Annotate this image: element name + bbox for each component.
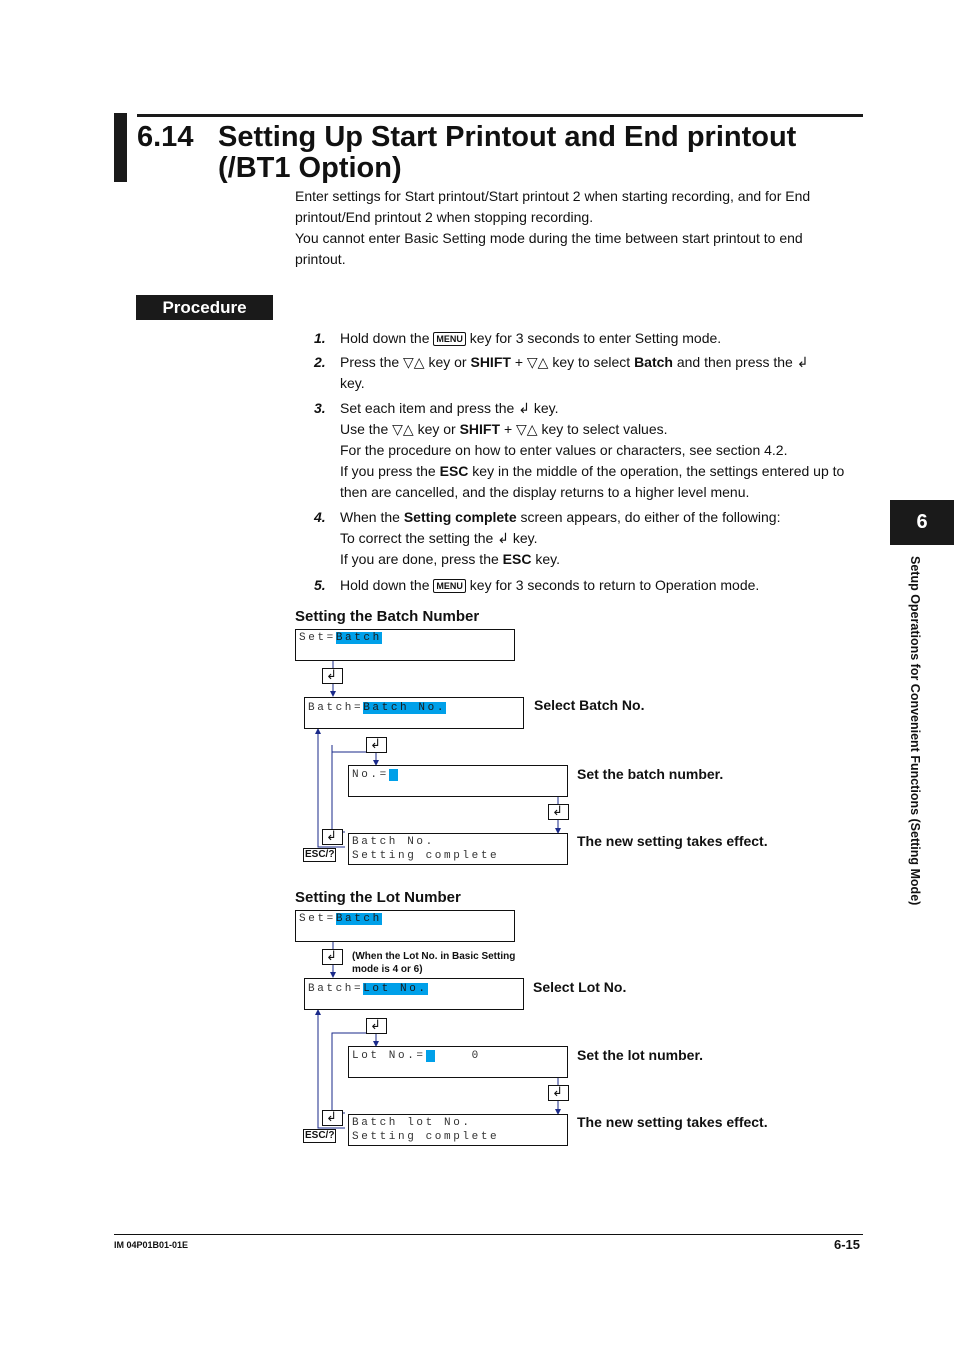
title-line-2: (/BT1 Option): [218, 152, 402, 184]
caption-set-lot: Set the lot number.: [577, 1047, 704, 1063]
down-up-arrow-icon: ▽△: [516, 421, 538, 437]
title-line-1: Setting Up Start Printout and End printout: [218, 121, 797, 153]
lcd-lot-complete: Batch lot No. Setting complete: [348, 1114, 568, 1146]
caption-lot-effect: The new setting takes effect.: [577, 1114, 768, 1130]
down-up-arrow-icon: ▽△: [526, 354, 549, 370]
down-up-arrow-icon: ▽△: [403, 354, 425, 370]
chapter-title-vertical: Setup Operations for Convenient Functions (Setting Mode): [908, 556, 922, 906]
lcd-batch-number: No.=: [348, 765, 568, 797]
step-2: 2. Press the ▽△ key or SHIFT + ▽△ key to select Batch and then press the ↲ key.: [314, 354, 809, 391]
footer-rule: [114, 1234, 863, 1235]
enter-key-icon: ↲: [548, 804, 569, 820]
enter-key-icon: ↲: [366, 737, 387, 753]
lcd-batch-complete: Batch No. Setting complete: [348, 833, 568, 865]
step-5: 5. Hold down the MENU key for 3 seconds to return to Operation mode.: [314, 575, 864, 596]
intro-line: printout.: [295, 251, 346, 267]
lcd-set-batch-lot: Set=Batch: [295, 910, 515, 942]
step-number: 1.: [314, 330, 326, 346]
step-number: 5.: [314, 577, 326, 593]
intro-line: You cannot enter Basic Setting mode during the time between start printout to end: [295, 230, 803, 246]
caption-batch-effect: The new setting takes effect.: [577, 833, 768, 849]
enter-key-icon: ↲: [322, 829, 343, 845]
step-4: 4. When the Setting complete screen appears, do either of the following: To correct the setting the ↲ key. If you are done, press the ESC key.: [314, 509, 781, 567]
enter-key-icon: ↲: [548, 1085, 569, 1101]
step-3: 3. Set each item and press the ↲ key. Use the ▽△ key or SHIFT + ▽△ key to select values. For the procedure on how to enter values or characters, see section 4.2. If you press the ESC key in the middle of the operation, the settings entered up to then are cancelled, and the display returns to a higher level menu.: [314, 400, 845, 500]
caption-select-lot: Select Lot No.: [533, 979, 627, 995]
menu-key: MENU: [433, 332, 466, 346]
caption-select-batch: Select Batch No.: [534, 697, 645, 713]
enter-key-icon: ↲: [518, 400, 530, 416]
batch-heading: Setting the Batch Number: [295, 608, 480, 625]
down-up-arrow-icon: ▽△: [392, 421, 414, 437]
lcd-lot-number: Lot No.= 0: [348, 1046, 568, 1078]
enter-key-icon: ↲: [366, 1018, 387, 1034]
esc-key: ESC/?: [305, 1130, 335, 1141]
page-number: 6-15: [834, 1237, 861, 1252]
enter-key-icon: ↲: [497, 530, 509, 546]
esc-key: ESC: [439, 463, 469, 479]
caption-set-batch: Set the batch number.: [577, 766, 724, 782]
intro-line: Enter settings for Start printout/Start printout 2 when starting recording, and for End: [295, 188, 811, 204]
lot-heading: Setting the Lot Number: [295, 889, 461, 906]
lcd-batch-select: Batch=Batch No.: [304, 697, 524, 729]
shift-key: SHIFT: [470, 354, 511, 370]
lcd-set-batch: Set=Batch: [295, 629, 515, 661]
enter-key-icon: ↲: [322, 668, 343, 684]
enter-key-icon: ↲: [322, 1110, 343, 1126]
chapter-tab: 6: [890, 500, 954, 545]
step-number: 4.: [314, 509, 326, 525]
procedure-label: Procedure: [136, 295, 273, 320]
lcd-lot-select: Batch=Lot No.: [304, 978, 524, 1010]
step-1: 1. Hold down the MENU key for 3 seconds to enter Setting mode.: [314, 328, 864, 349]
step-number: 2.: [314, 354, 326, 370]
lot-condition-note: (When the Lot No. in Basic Setting mode is 4 or 6): [352, 951, 516, 975]
esc-key: ESC/?: [305, 849, 335, 860]
step-number: 3.: [314, 400, 326, 416]
enter-key-icon: ↲: [796, 354, 809, 370]
intro-line: printout/End printout 2 when stopping recording.: [295, 209, 594, 225]
enter-key-icon: ↲: [322, 949, 343, 965]
manual-number: IM 04P01B01-01E: [114, 1240, 189, 1250]
section-number: 6.14: [137, 121, 194, 153]
menu-key: MENU: [433, 579, 466, 593]
